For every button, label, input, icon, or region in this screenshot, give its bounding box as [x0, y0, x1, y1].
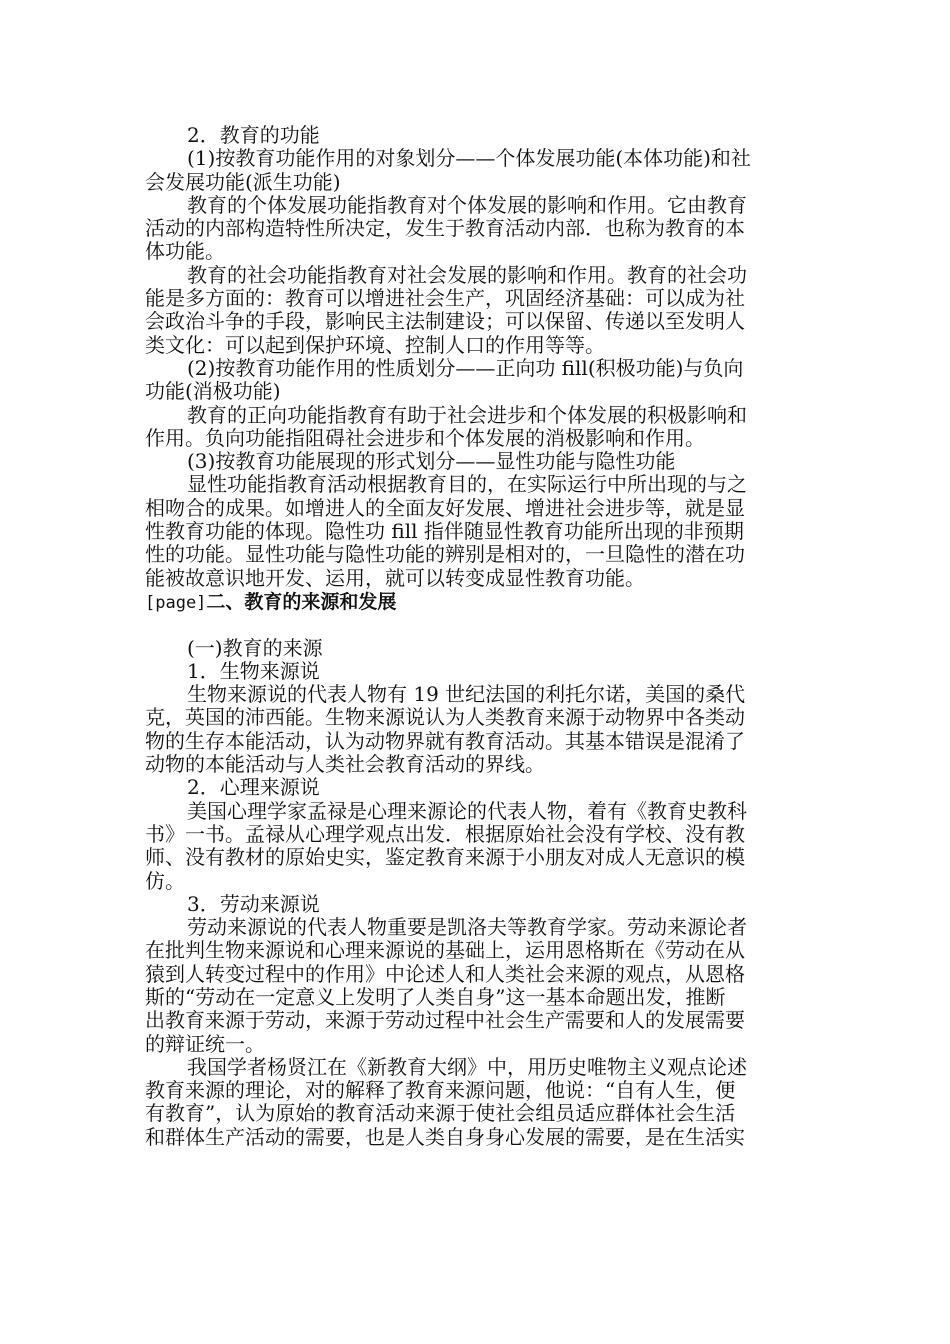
text-line: 教育的社会功能指教育对社会发展的影响和作用。教育的社会功 — [187, 262, 747, 287]
text-line: 会发展功能(派生功能) — [145, 169, 341, 194]
text-line: 我国学者杨贤江在《新教育大纲》中，用历史唯物主义观点论述 — [187, 1054, 747, 1079]
text-line: 教育的个体发展功能指教育对个体发展的影响和作用。它由教育 — [187, 192, 747, 217]
text-line: 教育来源的理论，对的解释了教育来源问题，他说：“自有人生，便 — [145, 1078, 736, 1103]
text-line: 性的功能。显性功能与隐性功能的辨别是相对的，一旦隐性的潜在功 — [145, 542, 745, 567]
text-line: (1)按教育功能作用的对象划分——个体发展功能(本体功能)和社 — [187, 146, 751, 171]
text-line: 教育的正向功能指教育有助于社会进步和个体发展的积极影响和 — [187, 402, 747, 427]
text-line: 3．劳动来源说 — [187, 891, 320, 916]
text-line: 书》一书。孟禄从心理学观点出发．根据原始社会没有学校、没有教 — [145, 821, 745, 846]
text-line: 活动的内部构造特性所决定，发生于教育活动内部．也称为教育的本 — [145, 216, 745, 241]
text-line: (3)按教育功能展现的形式划分——显性功能与隐性功能 — [187, 449, 676, 474]
text-line: 类文化：可以起到保护环境、控制人口的作用等等。 — [145, 332, 605, 357]
blank-line — [145, 613, 810, 636]
text-line: 猿到人转变过程中的作用》中论述人和人类社会来源的观点，从恩格 — [145, 961, 745, 986]
text-line: 仿。 — [145, 868, 185, 893]
text-line: (2)按教育功能作用的性质划分——正向功 fill(积极功能)与负向 — [187, 355, 744, 380]
text-line: 动物的本能活动与人类社会教育活动的界线。 — [145, 752, 545, 777]
text-line: 性教育功能的体现。隐性功 fill 指伴随显性教育功能所出现的非预期 — [145, 519, 744, 544]
text-line: 师、没有教材的原始史实，鉴定教育来源于小朋友对成人无意识的模 — [145, 845, 745, 870]
document-page — [145, 124, 810, 1149]
text-line: 出教育来源于劳动，来源于劳动过程中社会生产需要和人的发展需要 — [145, 1008, 745, 1033]
section-title: 二、教育的来源和发展 — [206, 590, 397, 613]
text-line: 2．教育的功能 — [187, 123, 320, 147]
text-line: 会政治斗争的手段，影响民主法制建设；可以保留、传递以至发明人 — [145, 309, 745, 334]
section-heading — [145, 590, 810, 613]
text-line: 和群体生产活动的需要，也是人类自身身心发展的需要，是在生活实 — [145, 1124, 745, 1149]
text-line: 劳动来源说的代表人物重要是凯洛夫等教育学家。劳动来源论者 — [187, 915, 747, 940]
text-line: 有教育”，认为原始的教育活动来源于使社会组员适应群体社会生活 — [145, 1101, 736, 1126]
text-line: 功能(消极功能) — [145, 379, 281, 404]
text-line: 体功能。 — [145, 239, 225, 264]
text-line: 能是多方面的：教育可以增进社会生产，巩固经济基础：可以成为社 — [145, 286, 745, 311]
text-line: (一)教育的来源 — [187, 635, 323, 660]
text-line: 2．心理来源说 — [187, 775, 320, 800]
text-line: 美国心理学家孟禄是心理来源论的代表人物，着有《教育史教科 — [187, 798, 747, 823]
text-line: 作用。负向功能指阻碍社会进步和个体发展的消极影响和作用。 — [145, 425, 705, 450]
text-line: 生物来源说的代表人物有 19 世纪法国的利托尔诺，美国的桑代 — [187, 682, 746, 707]
text-line: 克，英国的沛西能。生物来源说认为人类教育来源于动物界中各类动 — [145, 705, 745, 730]
text-line: 的辩证统一。 — [145, 1031, 265, 1056]
text-line: 显性功能指教育活动根据教育目的，在实际运行中所出现的与之 — [187, 472, 747, 497]
text-line: 相吻合的成果。如增进人的全面友好发展、增进社会进步等，就是显 — [145, 495, 745, 520]
section-education-origins — [145, 637, 810, 1150]
text-line: 在批判生物来源说和心理来源说的基础上，运用恩格斯在《劳动在从 — [145, 938, 745, 963]
text-line: 1．生物来源说 — [187, 658, 320, 683]
text-line: 能被故意识地开发、运用，就可以转变成显性教育功能。 — [145, 565, 645, 590]
section-education-functions — [145, 124, 810, 590]
text-line: 物的生存本能活动，认为动物界就有教育活动。其基本错误是混淆了 — [145, 728, 745, 753]
page-marker: [page] — [145, 592, 207, 613]
text-line: 斯的“劳动在一定意义上发明了人类自身”这一基本命题出发，推断 — [145, 984, 726, 1009]
